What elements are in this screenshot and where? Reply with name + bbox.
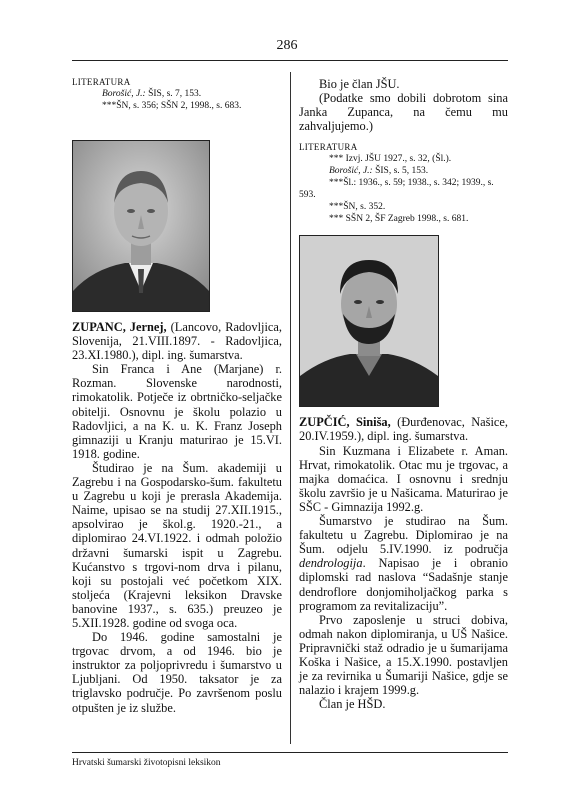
- footer-title: Hrvatski šumarski životopisni leksikon: [72, 758, 221, 768]
- entry-zupcic-intro: ZUPČIĆ, Siniša, (Đurđenovac, Našice, 20.IV.1959.), dipl. ing. šumarstva.: [299, 415, 509, 444]
- right-column: [299, 77, 508, 711]
- entry-paragraph: Študirao je na Šum. akademiji u Zagrebu i na Gospodarsko-šum. fakultetu u Zagrebu u koji je prerasla Akademija. Naime, upisao se na studij 27.XII.1915., apsolvirao je škol.g. 1920.-21., a diplomirao 24.VI.1922. i odmah položio državni šumarski ispit u Zagrebu. Kućanstvo s trgovi-nom drva i pilanu, koji su postojali već početkom XIX. stoljeća (Krajevni leksikon Dravske banovine 1937., s. 635.) preuzeo je 5.XII.1928. godine od svoga oca.: [72, 460, 282, 630]
- entry-zupanc-name: ZUPANC, Jernej,: [72, 320, 167, 334]
- literature-item: ***Šl.: 1936., s. 59; 1938., s. 342; 1939., s. 593.: [299, 178, 494, 201]
- literature-title: LITERATURA: [72, 77, 131, 87]
- literature-item: *** SŠN 2, ŠF Zagreb 1998., s. 681.: [329, 214, 469, 225]
- entry-continuation: Bio je član JŠU.: [319, 77, 400, 91]
- entry-zupcic-name: ZUPČIĆ, Siniša,: [299, 415, 391, 430]
- entry-paragraph: Prvo zaposlenje u struci dobiva, odmah nakon diplomiranja, u UŠ Našice. Pripravnički staž odradio je u šumarijama Koška i Našice, a 15.X.1990. postavljen je za revirnika u Šumariji Našice, gdje se nalazio i krajem 1999.g.: [299, 612, 508, 698]
- entry-zupanc: [72, 320, 282, 715]
- entry-paragraph: Član je HŠD.: [319, 697, 386, 712]
- portrait-photo-zupanc: [72, 140, 210, 312]
- entry-continuation: (Podatke smo dobili dobrotom sina Janka Zupanca, na čemu mu zahvaljujemo.): [299, 91, 508, 134]
- entry-paragraph: Sin Kuzmana i Elizabete r. Aman. Hrvat, rimokatolik. Otac mu je trgovac, a majka domaćica. I osnovnu i srednju školu završio je u Našicama. Maturirao je SŠC - Gimnazija 1992.g.: [299, 443, 508, 514]
- top-rule: [72, 60, 508, 61]
- entry-paragraph: Šumarstvo je studirao na Šum. fakultetu u Zagrebu. Diplomirao je na Šum. odjelu 5.IV.1990. iz područja dendrologija. Napisao je i obranio diplomski rad naslova “Sadašnje stanje dendroflore donjomiholjačkog parka s programom za revitalizaciju”.: [299, 514, 508, 613]
- literature-item: *** Izvj. JŠU 1927., s. 32, (Šl.).: [329, 154, 452, 165]
- page-number: 286: [276, 38, 298, 53]
- entry-zupanc-intro: ZUPANC, Jernej, (Lancovo, Radovljica, Slovenija, 21.VIII.1897. - Radovljica, 23.XI.1980.), dipl. ing. šumarstva.: [72, 320, 282, 363]
- literature-block: [299, 142, 508, 225]
- literature-block: [72, 77, 282, 112]
- bottom-rule: [72, 752, 508, 753]
- portrait-zupcic-image: [300, 236, 438, 406]
- left-column: [72, 77, 282, 715]
- portrait-photo-zupcic: [299, 235, 439, 407]
- entry-zupcic: [299, 415, 508, 711]
- column-divider: [290, 72, 291, 744]
- literature-item: ***ŠN, s. 356; SŠN 2, 1998., s. 683.: [102, 101, 242, 111]
- entry-paragraph: Sin Franca i Ane (Marjane) r. Rozman. Slovenske narodnosti, rimokatolik. Potječe iz obrtničko-seljačke obitelji. Osnovnu je školu polazio u Radovljici, a na K. u. K. Franz Joseph gimnaziji u Kranju maturirao je 15.VI. 1918. godine.: [72, 362, 282, 461]
- portrait-zupanc-image: [73, 141, 209, 311]
- literature-title: LITERATURA: [299, 142, 358, 153]
- entry-paragraph: Do 1946. godine samostalni je trgovac drvom, a od 1946. bio je instruktor za poljoprivredu i šumarstvo u Ljubljani. Od 1950. taksator je za triglavsko područje. Po završenom poslu otpušten je iz službe.: [72, 630, 282, 715]
- literature-item: Borošić, J.: ŠIS, s. 5, 153.: [329, 166, 429, 177]
- literature-item: ***ŠN, s. 352.: [329, 202, 386, 213]
- literature-item: Borošić, J.: ŠIS, s. 7, 153.: [102, 89, 202, 99]
